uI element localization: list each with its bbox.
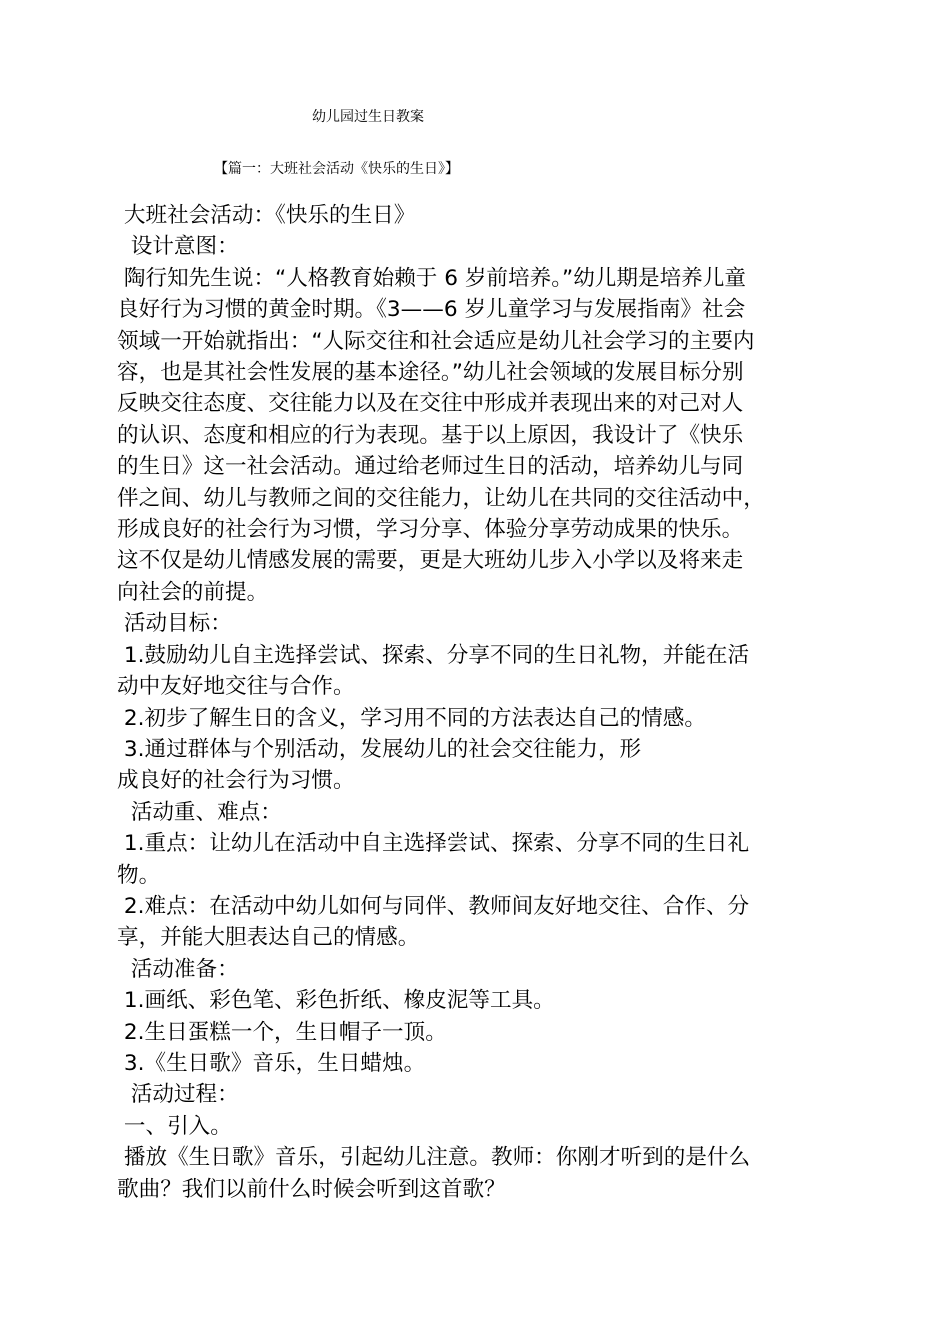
key-point-line: 享，并能大胆表达自己的情感。 xyxy=(117,925,420,951)
preparation-line: 1.画纸、彩色笔、彩色折纸、橡皮泥等工具。 xyxy=(117,988,555,1014)
document-title: 幼儿园过生日教案 xyxy=(312,109,424,125)
design-line: 向社会的前提。 xyxy=(117,579,269,605)
goals-heading: 活动目标： xyxy=(117,611,232,637)
process-heading: 活动过程： xyxy=(117,1082,239,1108)
process-line: 一、引入。 xyxy=(117,1113,232,1139)
goal-line: 3.通过群体与个别活动，发展幼儿的社会交往能力，形 xyxy=(117,736,642,762)
section-header: 【篇一：大班社会活动《快乐的生日》】 xyxy=(214,161,459,177)
process-line: 播放《生日歌》音乐，引起幼儿注意。教师：你刚才听到的是什么 xyxy=(117,1145,751,1171)
design-line: 的认识、态度和相应的行为表现。基于以上原因，我设计了《快乐 xyxy=(117,422,744,448)
process-line: 歌曲？我们以前什么时候会听到这首歌？ xyxy=(117,1176,506,1202)
preparation-line: 3.《生日歌》音乐，生日蜡烛。 xyxy=(117,1050,426,1076)
design-line: 形成良好的社会行为习惯，学习分享、体验分享劳动成果的快乐。 xyxy=(117,517,744,543)
design-line: 良好行为习惯的黄金时期。《3——6 岁儿童学习与发展指南》社会 xyxy=(117,297,746,323)
goal-line: 2.初步了解生日的含义，学习用不同的方法表达自己的情感。 xyxy=(117,705,706,731)
key-points-heading: 活动重、难点： xyxy=(117,799,282,825)
design-line: 反映交往态度、交往能力以及在交往中形成并表现出来的对己对人 xyxy=(117,391,744,417)
activity-title: 大班社会活动：《快乐的生日》 xyxy=(117,203,416,228)
design-line: 领域一开始就指出：“人际交往和社会适应是幼儿社会学习的主要内 xyxy=(117,328,755,354)
preparation-line: 2.生日蛋糕一个，生日帽子一顶。 xyxy=(117,1019,447,1045)
goal-line: 动中友好地交往与合作。 xyxy=(117,674,355,700)
goal-line: 成良好的社会行为习惯。 xyxy=(117,768,355,794)
key-point-line: 物。 xyxy=(117,862,161,888)
design-line: 伴之间、幼儿与教师之间的交往能力，让幼儿在共同的交往活动中， xyxy=(117,485,765,511)
preparation-heading: 活动准备： xyxy=(117,956,239,982)
design-line: 容，也是其社会性发展的基本途径。”幼儿社会领域的发展目标分别 xyxy=(117,360,744,386)
design-heading: 设计意图： xyxy=(117,234,239,260)
design-line: 陶行知先生说：“人格教育始赖于 6 岁前培养。”幼儿期是培养儿童 xyxy=(117,265,746,291)
key-point-line: 2.难点：在活动中幼儿如何与同伴、教师间友好地交往、合作、分 xyxy=(117,893,750,919)
design-line: 这不仅是幼儿情感发展的需要，更是大班幼儿步入小学以及将来走 xyxy=(117,548,744,574)
design-line: 的生日》这一社会活动。通过给老师过生日的活动，培养幼儿与同 xyxy=(117,454,744,480)
document-body xyxy=(117,200,829,1205)
key-point-line: 1.重点：让幼儿在活动中自主选择尝试、探索、分享不同的生日礼 xyxy=(117,831,750,857)
goal-line: 1.鼓励幼儿自主选择尝试、探索、分享不同的生日礼物，并能在活 xyxy=(117,642,750,668)
